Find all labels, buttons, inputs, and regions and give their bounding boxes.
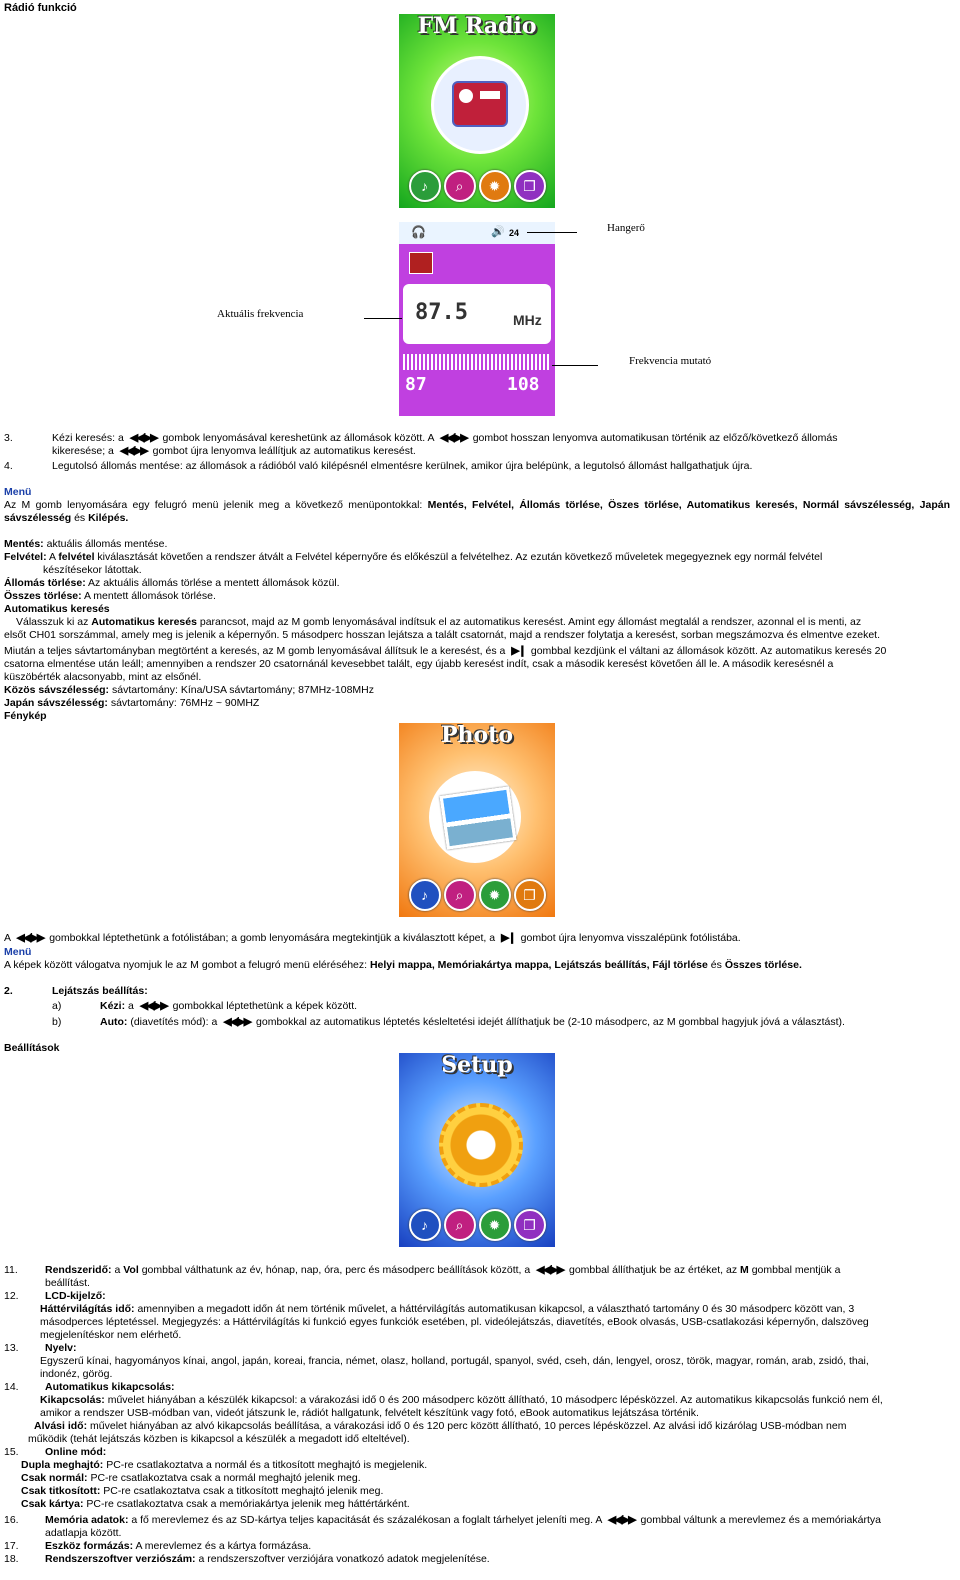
- music-icon[interactable]: ♪: [409, 879, 441, 911]
- prev-next-icon: ◀◀/▶▶: [129, 432, 157, 444]
- frequency-indicator-bar: [403, 354, 551, 370]
- setup-title: Setup: [441, 1053, 513, 1078]
- fm-radio-screen: [399, 14, 555, 208]
- menu-record: Felvétel: A felvétel kiválasztását követően a rendszer átvált a Felvétel képernyőre és előkészül a felvételhez. Az ezután következő műveletek megegyeznek egy normál felvétel: [4, 551, 823, 563]
- menu-record-cont: készítésekor látottak.: [43, 564, 142, 576]
- setting-sleep-time-b: működik (tehát lejátszás közben is kikapcsol a készülék a megadott idő elteltével).: [28, 1433, 410, 1445]
- sub-letter: b): [52, 1016, 62, 1028]
- setting-sleep-time: Alvási idő: művelet hiányában az alvó kikapcsolás beállítása, a várakozási idő 0 és 120 perc között állítható, 10 perces lépésközzel. Az alvási idő kizárólag USB-módban nem: [34, 1420, 847, 1432]
- play-icon: ▶❙: [501, 932, 515, 944]
- music-icon[interactable]: ♪: [409, 170, 441, 202]
- current-frequency: 87.5: [415, 300, 468, 325]
- band-common: Közös sávszélesség: sávtartomány: Kína/USA sávtartomány; 87MHz-108MHz: [4, 684, 375, 696]
- menu-save: Mentés: aktuális állomás mentése.: [4, 538, 168, 550]
- item-number: 3.: [4, 432, 13, 444]
- copy-icon[interactable]: ❐: [514, 879, 546, 911]
- setup-menu-buttons: [399, 1209, 555, 1241]
- setting-system-time-cont: beállítást.: [45, 1277, 90, 1289]
- volume-icon: 🔊: [491, 226, 505, 238]
- gear-icon[interactable]: ✹: [479, 879, 511, 911]
- prev-next-icon: ◀◀/▶▶: [536, 1264, 564, 1276]
- picture-icon: [440, 786, 517, 849]
- item-number: 15.: [4, 1446, 19, 1458]
- menu-heading: Menü: [4, 486, 32, 498]
- item-number: 18.: [4, 1553, 19, 1565]
- section-title-settings: Beállítások: [4, 1042, 60, 1054]
- playback-settings-heading: Lejátszás beállítás:: [52, 985, 148, 997]
- auto-search-p1: Válasszuk ki az Automatikus keresés parancsot, majd az M gomb lenyomásával indítsuk el az automatikus keresést. Amint egy állomást megtalál a rendszer, azonnal el is menti, az: [16, 616, 862, 628]
- copy-icon[interactable]: ❐: [514, 1209, 546, 1241]
- copy-icon[interactable]: ❐: [514, 170, 546, 202]
- photo-menu-text: A képek között válogatva nyomjuk le az M gombot a felugró menü eléréséhez: Helyi mappa, Memóriakártya mappa, Lejátszás beállítás, Fájl törlése és Összes törlése.: [4, 959, 802, 971]
- setting-power-off-b: amikor a rendszer USB-módban van, videót játszunk le, rádiót hallgatunk, felvételt készítünk vagy fotó, eBook automatikus lejátszása történik.: [40, 1407, 699, 1419]
- item-number: 13.: [4, 1342, 19, 1354]
- band-japan: Japán sávszélesség: sávtartomány: 76MHz ~ 90MHZ: [4, 697, 260, 709]
- item-number: 14.: [4, 1381, 19, 1393]
- prev-next-icon: ◀◀/▶▶: [223, 1016, 251, 1028]
- setting-language-heading: Nyelv:: [45, 1342, 77, 1354]
- setting-power-off: Kikapcsolás: művelet hiányában a készülék kikapcsol: a várakozási idő 0 és 200 másodperc között állítható, 10 másodperc lépésközzel. Az automatikus kikapcsolás funkció nem él,: [40, 1394, 883, 1406]
- sub-letter: a): [52, 1000, 62, 1012]
- item-number: 16.: [4, 1514, 19, 1526]
- setup-screen: [399, 1053, 555, 1247]
- music-icon[interactable]: ♪: [409, 1209, 441, 1241]
- callout-volume: Hangerő: [607, 222, 645, 234]
- item-number: 11.: [4, 1264, 18, 1276]
- prev-next-icon: ◀◀/▶▶: [439, 432, 467, 444]
- volume-value: 24: [509, 228, 520, 238]
- setting-backlight: Háttérvilágítás idő: amennyiben a megadott időn át nem történik művelet, a háttérvilágítás automatikusan kikapcsol, a választható tartomány 0 és 30 másodperc között van, 3: [40, 1303, 855, 1315]
- fm-menu-buttons: [399, 170, 555, 202]
- frequency-min: 87: [405, 374, 427, 395]
- radio-small-icon: [409, 252, 433, 274]
- photo-screen: [399, 723, 555, 917]
- search-icon[interactable]: ⌕: [444, 170, 476, 202]
- fm-radio-title: FM Radio: [417, 14, 537, 39]
- gear-icon[interactable]: ✹: [479, 1209, 511, 1241]
- setting-version: Rendszerszoftver verziószám: a rendszerszoftver verziójára vonatkozó adatok megjelenítése.: [45, 1553, 490, 1565]
- callout-line-freq: [364, 318, 402, 319]
- setting-backlight-b: másodperces léptetéssel. Megjegyzés: a Háttérvilágítás ki funkció egyes funkciók esetében, pl. videólejátszás, diavetítés, eBook olvasás, USB-csatlakozási képernyőn, dalszöveg: [40, 1316, 869, 1328]
- prev-next-icon: ◀◀/▶▶: [139, 1000, 167, 1012]
- online-dual: Dupla meghajtó: PC-re csatlakoztatva a normál és a titkosított meghajtó is megjelenik.: [21, 1459, 428, 1471]
- setting-memory-info-b: adatlapja között.: [45, 1527, 122, 1539]
- callout-current-frequency: Aktuális frekvencia: [217, 308, 304, 320]
- setting-auto-off-heading: Automatikus kikapcsolás:: [45, 1381, 175, 1393]
- radio-illustration: [431, 56, 529, 154]
- gear-icon[interactable]: ✹: [479, 170, 511, 202]
- setting-backlight-c: megjelenítéskor nem elérhető.: [40, 1329, 182, 1341]
- setting-system-time: Rendszeridő: a Vol gombbal válthatunk az év, hónap, nap, óra, perc és másodperc beállítások között, a ◀◀/▶▶ gombbal állíthatjuk be az értéket, az M gombbal mentjük a: [45, 1264, 841, 1276]
- item-number: 4.: [4, 460, 13, 472]
- auto-search-p2c: küszöbérték alacsonyabb, mint az elsőnél.: [4, 671, 202, 683]
- online-encrypted: Csak titkosított: PC-re csatlakoztatva csak a titkosított meghajtó jelenik meg.: [21, 1485, 384, 1497]
- callout-line-indicator: [552, 365, 598, 366]
- radio-icon: [452, 81, 508, 127]
- photo-navigation: A ◀◀/▶▶ gombokkal léptethetünk a fotólistában; a gomb lenyomására megtekintjük a kiválasztott képet, a ▶❙ gombot újra lenyomva visszalépünk fotólistába.: [4, 932, 741, 944]
- prev-next-icon: ◀◀/▶▶: [119, 445, 147, 457]
- search-icon[interactable]: ⌕: [444, 879, 476, 911]
- photo-menu-heading: Menü: [4, 946, 32, 958]
- playback-auto: Auto: (diavetítés mód): a ◀◀/▶▶ gombokkal az automatikus léptetés késleltetési idejét állíthatjuk be (2-10 másodperc, az M gombbal hagyjuk jóvá a választást).: [100, 1016, 845, 1028]
- menu-delete-all: Összes törlése: A mentett állomások törlése.: [4, 590, 216, 602]
- playback-manual: Kézi: a ◀◀/▶▶ gombokkal léptethetünk a képek között.: [100, 1000, 358, 1012]
- auto-search-p2b: csatorna elmentése után leáll; amennyiben a rendszer 20 csatornánál kevesebbet talált, egy újabb keresést indít, csak a második keresést követően áll le. A második keresésnél a: [4, 658, 834, 670]
- gear-illustration: [439, 1103, 523, 1187]
- online-card: Csak kártya: PC-re csatlakoztatva csak a memóriakártya jelenik meg háttértárként.: [21, 1498, 410, 1510]
- auto-search-p2: Miután a teljes sávtartományban megtörtént a keresés, az M gomb lenyomásával állítsuk le a keresést, és a ▶❙ gombbal kezdjünk el váltani az állomások között. Az automatikus keresés 20: [4, 645, 887, 657]
- item-number: 17.: [4, 1540, 19, 1552]
- photo-menu-buttons: [399, 879, 555, 911]
- callout-line-volume: [527, 232, 577, 233]
- tuner-screen: [399, 222, 555, 416]
- setting-language-list: Egyszerű kínai, hagyományos kínai, angol, japán, koreai, francia, német, olasz, holland, portugál, spanyol, svéd, cseh, dán, lengyel, orosz, török, magyar, román, arab, zsidó, thai,: [40, 1355, 869, 1367]
- status-bar: [399, 222, 555, 244]
- photo-illustration: [429, 771, 521, 863]
- item-last-station: Legutolsó állomás mentése: az állomások a rádióból való kilépésnél elmentésre kerülnek, amikor újra belépünk, a legutolsó állomást hallgathatjuk újra.: [52, 460, 753, 472]
- item-manual-search: Kézi keresés: a ◀◀/▶▶ gombok lenyomásával kereshetünk az állomások között. A ◀◀/▶▶ gombot hosszan lenyomva automatikusan történik az előző/következő állomás kikeresése; a ◀◀/▶▶ gombot újra lenyomva leállítjuk az automatikus keresést.: [52, 432, 838, 457]
- item-number: 2.: [4, 985, 13, 997]
- play-icon: ▶❙: [511, 645, 525, 657]
- setting-language-list-b: indonéz, görög.: [40, 1368, 113, 1380]
- menu-intro: Az M gomb lenyomására egy felugró menü jelenik meg a következő menüpontokkal: Mentés, Felvétel, Állomás törlése, Öszes törlése, Automatikus keresés, Normál sávszélesség, Japán sávszélesség és Kilépés.: [4, 499, 950, 524]
- setting-online-heading: Online mód:: [45, 1446, 107, 1458]
- auto-search-heading: Automatikus keresés: [4, 603, 110, 615]
- section-title-radio: Rádió funkció: [4, 2, 77, 14]
- item-number: 12.: [4, 1290, 19, 1302]
- setting-lcd-heading: LCD-kijelző:: [45, 1290, 106, 1302]
- prev-next-icon: ◀◀/▶▶: [16, 932, 44, 944]
- photo-title: Photo: [440, 723, 514, 748]
- setting-format: Eszköz formázás: A merevlemez és a kártya formázása.: [45, 1540, 312, 1552]
- menu-delete: Állomás törlése: Az aktuális állomás törlése a mentett állomások közül.: [4, 577, 340, 589]
- headphone-icon: 🎧: [411, 225, 426, 239]
- online-normal: Csak normál: PC-re csatlakoztatva csak a normál meghajtó jelenik meg.: [21, 1472, 361, 1484]
- frequency-unit: MHz: [513, 312, 542, 328]
- frequency-display: [403, 284, 551, 344]
- frequency-max: 108: [507, 374, 540, 395]
- callout-frequency-indicator: Frekvencia mutató: [629, 355, 712, 367]
- search-icon[interactable]: ⌕: [444, 1209, 476, 1241]
- section-title-photo: Fénykép: [4, 710, 47, 722]
- setting-memory-info: Memória adatok: a fő merevlemez és az SD-kártya teljes kapacitását és százalékosan a foglalt tárhelyet jeleníti meg. A ◀◀/▶▶ gombbal váltunk a merevlemez és a memóriakártya: [45, 1514, 881, 1526]
- prev-next-icon: ◀◀/▶▶: [607, 1514, 635, 1526]
- auto-search-p1b: elsőt CH01 sorszámmal, amely meg is jelenik a képernyőn. 5 másodperc hosszan lejátsza a talált csatornát, majd a rendszer folytatja a keresést, sorban megszámozva és elmentve ezeket.: [4, 629, 880, 641]
